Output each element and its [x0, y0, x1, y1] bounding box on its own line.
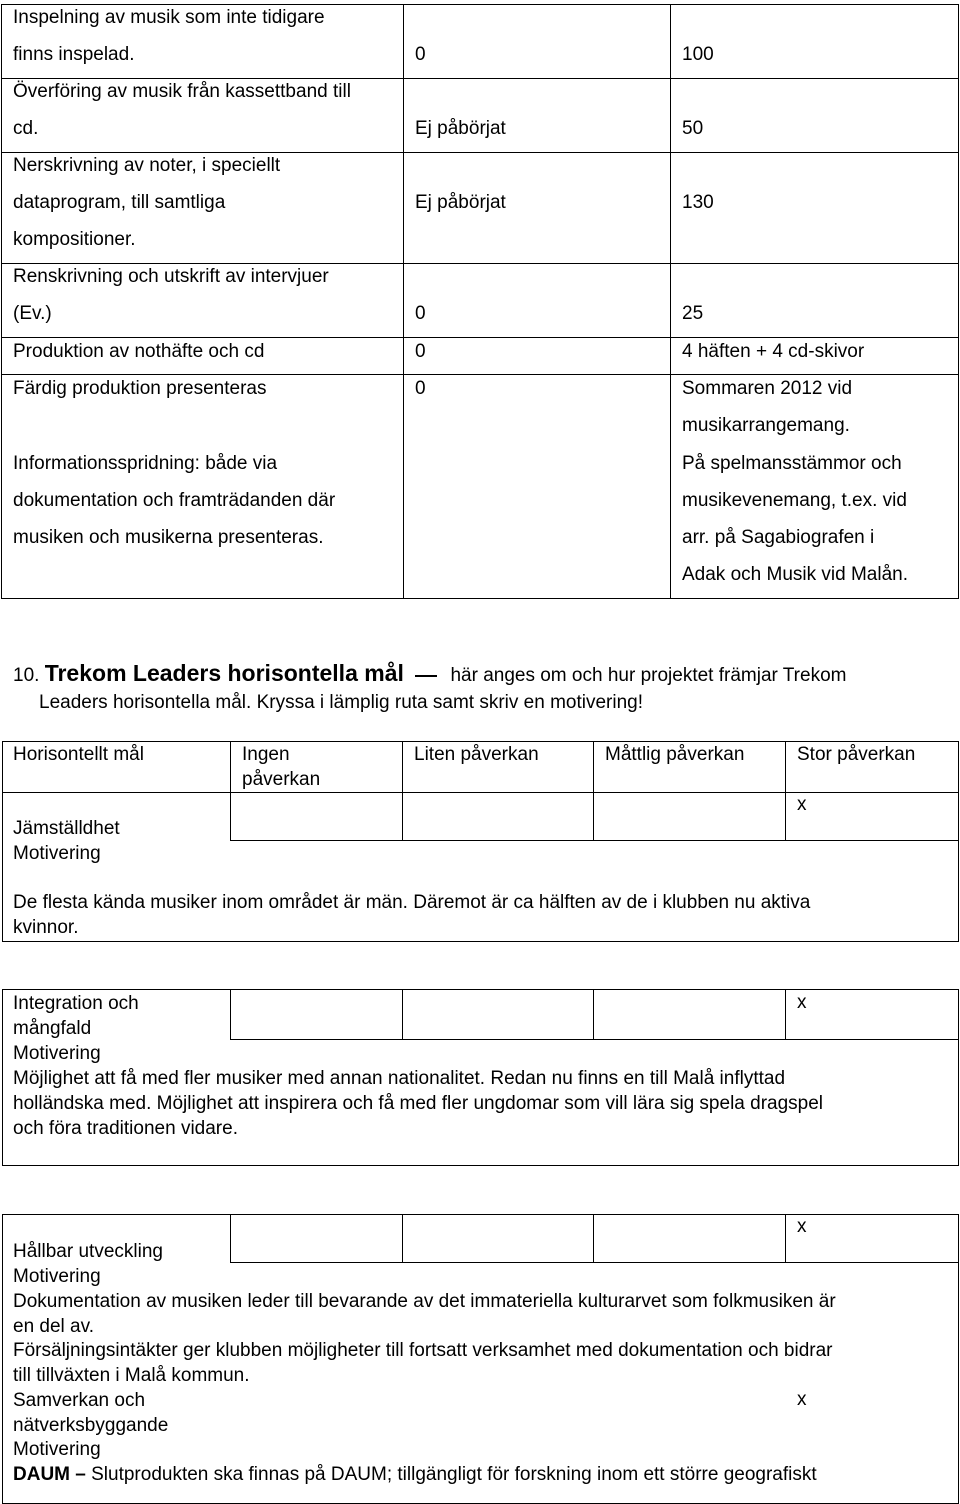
target-cell: På spelmansstämmor och	[682, 453, 902, 474]
column-divider	[402, 741, 403, 841]
header-goal: Horisontellt mål	[13, 744, 144, 765]
status-cell: Ej påbörjat	[415, 118, 506, 139]
target-cell: 50	[682, 118, 704, 139]
checkbox-mark[interactable]: x	[797, 992, 807, 1013]
goal-name: Samverkan och	[13, 1390, 146, 1411]
column-divider	[670, 4, 671, 599]
column-divider	[785, 989, 786, 1040]
header-none-cont: påverkan	[242, 769, 321, 790]
activity-line: Produktion av nothäfte och cd	[13, 341, 265, 362]
checkbox-mark[interactable]: x	[797, 1389, 807, 1410]
target-cell: 130	[682, 192, 714, 213]
section-intro: här anges om och hur projektet främjar Trekom	[450, 665, 847, 686]
title-dash	[415, 675, 437, 677]
goal-name: Integration och	[13, 993, 139, 1014]
status-cell: 0	[415, 44, 426, 65]
activity-line: musiken och musikerna presenteras.	[13, 527, 324, 548]
activity-line: Inspelning av musik som inte tidigare	[13, 7, 325, 28]
target-cell: Adak och Musik vid Malån.	[682, 564, 908, 585]
section-heading	[13, 660, 943, 716]
goal-name: mångfald	[13, 1018, 92, 1039]
activity-line: kompositioner.	[13, 229, 136, 250]
activity-line: cd.	[13, 118, 39, 139]
status-cell: 0	[415, 341, 426, 362]
column-divider	[230, 989, 231, 1040]
column-divider	[402, 989, 403, 1040]
status-cell: 0	[415, 378, 426, 399]
table-border	[958, 4, 959, 599]
motivering-label: Motivering	[13, 1043, 101, 1064]
status-cell: 0	[415, 303, 426, 324]
activity-line: Renskrivning och utskrift av intervjuer	[13, 266, 329, 287]
row-divider	[2, 792, 959, 793]
activity-line: (Ev.)	[13, 303, 52, 324]
column-divider	[593, 989, 594, 1040]
org-name: DAUM –	[13, 1464, 86, 1485]
column-divider	[230, 741, 231, 841]
motivation-text: holländska med. Möjlighet att inspirera och få med fler ungdomar som vill lära sig spela dragspel	[13, 1093, 824, 1114]
row-divider	[230, 840, 959, 841]
target-cell: musikevenemang, t.ex. vid	[682, 490, 907, 511]
motivation-text: och föra traditionen vidare.	[13, 1118, 238, 1139]
column-divider	[785, 1214, 786, 1263]
motivation-text: Möjlighet att få med fler musiker med annan nationalitet. Redan nu finns en till Malå inflyttad	[13, 1068, 786, 1089]
motivation-text: till tillväxten i Malå kommun.	[13, 1365, 250, 1386]
target-cell: 4 häften + 4 cd-skivor	[682, 341, 865, 362]
section-number: 10.	[13, 665, 40, 686]
column-divider	[402, 1214, 403, 1263]
section-intro-cont: Leaders horisontella mål. Kryssa i lämplig ruta samt skriv en motivering!	[39, 692, 644, 713]
motivation-text	[13, 1462, 817, 1487]
section-title: Trekom Leaders horisontella mål	[44, 660, 404, 686]
column-divider	[785, 741, 786, 841]
activity-line: finns inspelad.	[13, 44, 135, 65]
checkbox-mark[interactable]: x	[797, 794, 807, 815]
motivering-label: Motivering	[13, 1266, 101, 1287]
motivering-label: Motivering	[13, 1439, 101, 1460]
activity-line: dataprogram, till samtliga	[13, 192, 226, 213]
goal-name: Jämställdhet	[13, 818, 120, 839]
target-cell: 25	[682, 303, 704, 324]
motivation-text: De flesta kända musiker inom området är män. Däremot är ca hälften av de i klubben nu aktiva	[13, 892, 811, 913]
header-small: Liten påverkan	[414, 744, 539, 765]
header-none: Ingen	[242, 744, 290, 765]
activity-line: Färdig produktion presenteras	[13, 378, 267, 399]
table-border	[1, 598, 959, 599]
motivering-label: Motivering	[13, 843, 101, 864]
table-border	[1, 4, 2, 599]
row-divider	[230, 1262, 959, 1263]
checkbox-mark[interactable]: x	[797, 1216, 807, 1237]
header-moderate: Måttlig påverkan	[605, 744, 745, 765]
row-divider	[230, 1039, 959, 1040]
target-cell: arr. på Sagabiografen i	[682, 527, 875, 548]
column-divider	[230, 1214, 231, 1263]
status-cell: Ej påbörjat	[415, 192, 506, 213]
motivation-rest: Slutprodukten ska finnas på DAUM; tillgängligt för forskning inom ett större geografiskt	[91, 1464, 817, 1485]
motivation-text: Dokumentation av musiken leder till bevarande av det immateriella kulturarvet som folkmusiken är	[13, 1291, 836, 1312]
goal-name: Hållbar utveckling	[13, 1241, 163, 1262]
motivation-text: Försäljningsintäkter ger klubben möjligheter till fortsatt verksamhet med dokumentation och bidrar	[13, 1340, 833, 1361]
goal-name: nätverksbyggande	[13, 1415, 169, 1436]
activities-table	[1, 4, 959, 599]
column-divider	[593, 1214, 594, 1263]
activity-line: Överföring av musik från kassettband till	[13, 81, 351, 102]
header-large: Stor påverkan	[797, 744, 916, 765]
motivation-text: en del av.	[13, 1316, 94, 1337]
target-cell: Sommaren 2012 vid	[682, 378, 853, 399]
activity-line: Informationsspridning: både via	[13, 453, 278, 474]
activity-line: dokumentation och framträdanden där	[13, 490, 336, 511]
motivation-text: kvinnor.	[13, 917, 79, 938]
column-divider	[403, 4, 404, 599]
target-cell: 100	[682, 44, 714, 65]
target-cell: musikarrangemang.	[682, 415, 850, 436]
activity-line: Nerskrivning av noter, i speciellt	[13, 155, 281, 176]
column-divider	[593, 741, 594, 841]
